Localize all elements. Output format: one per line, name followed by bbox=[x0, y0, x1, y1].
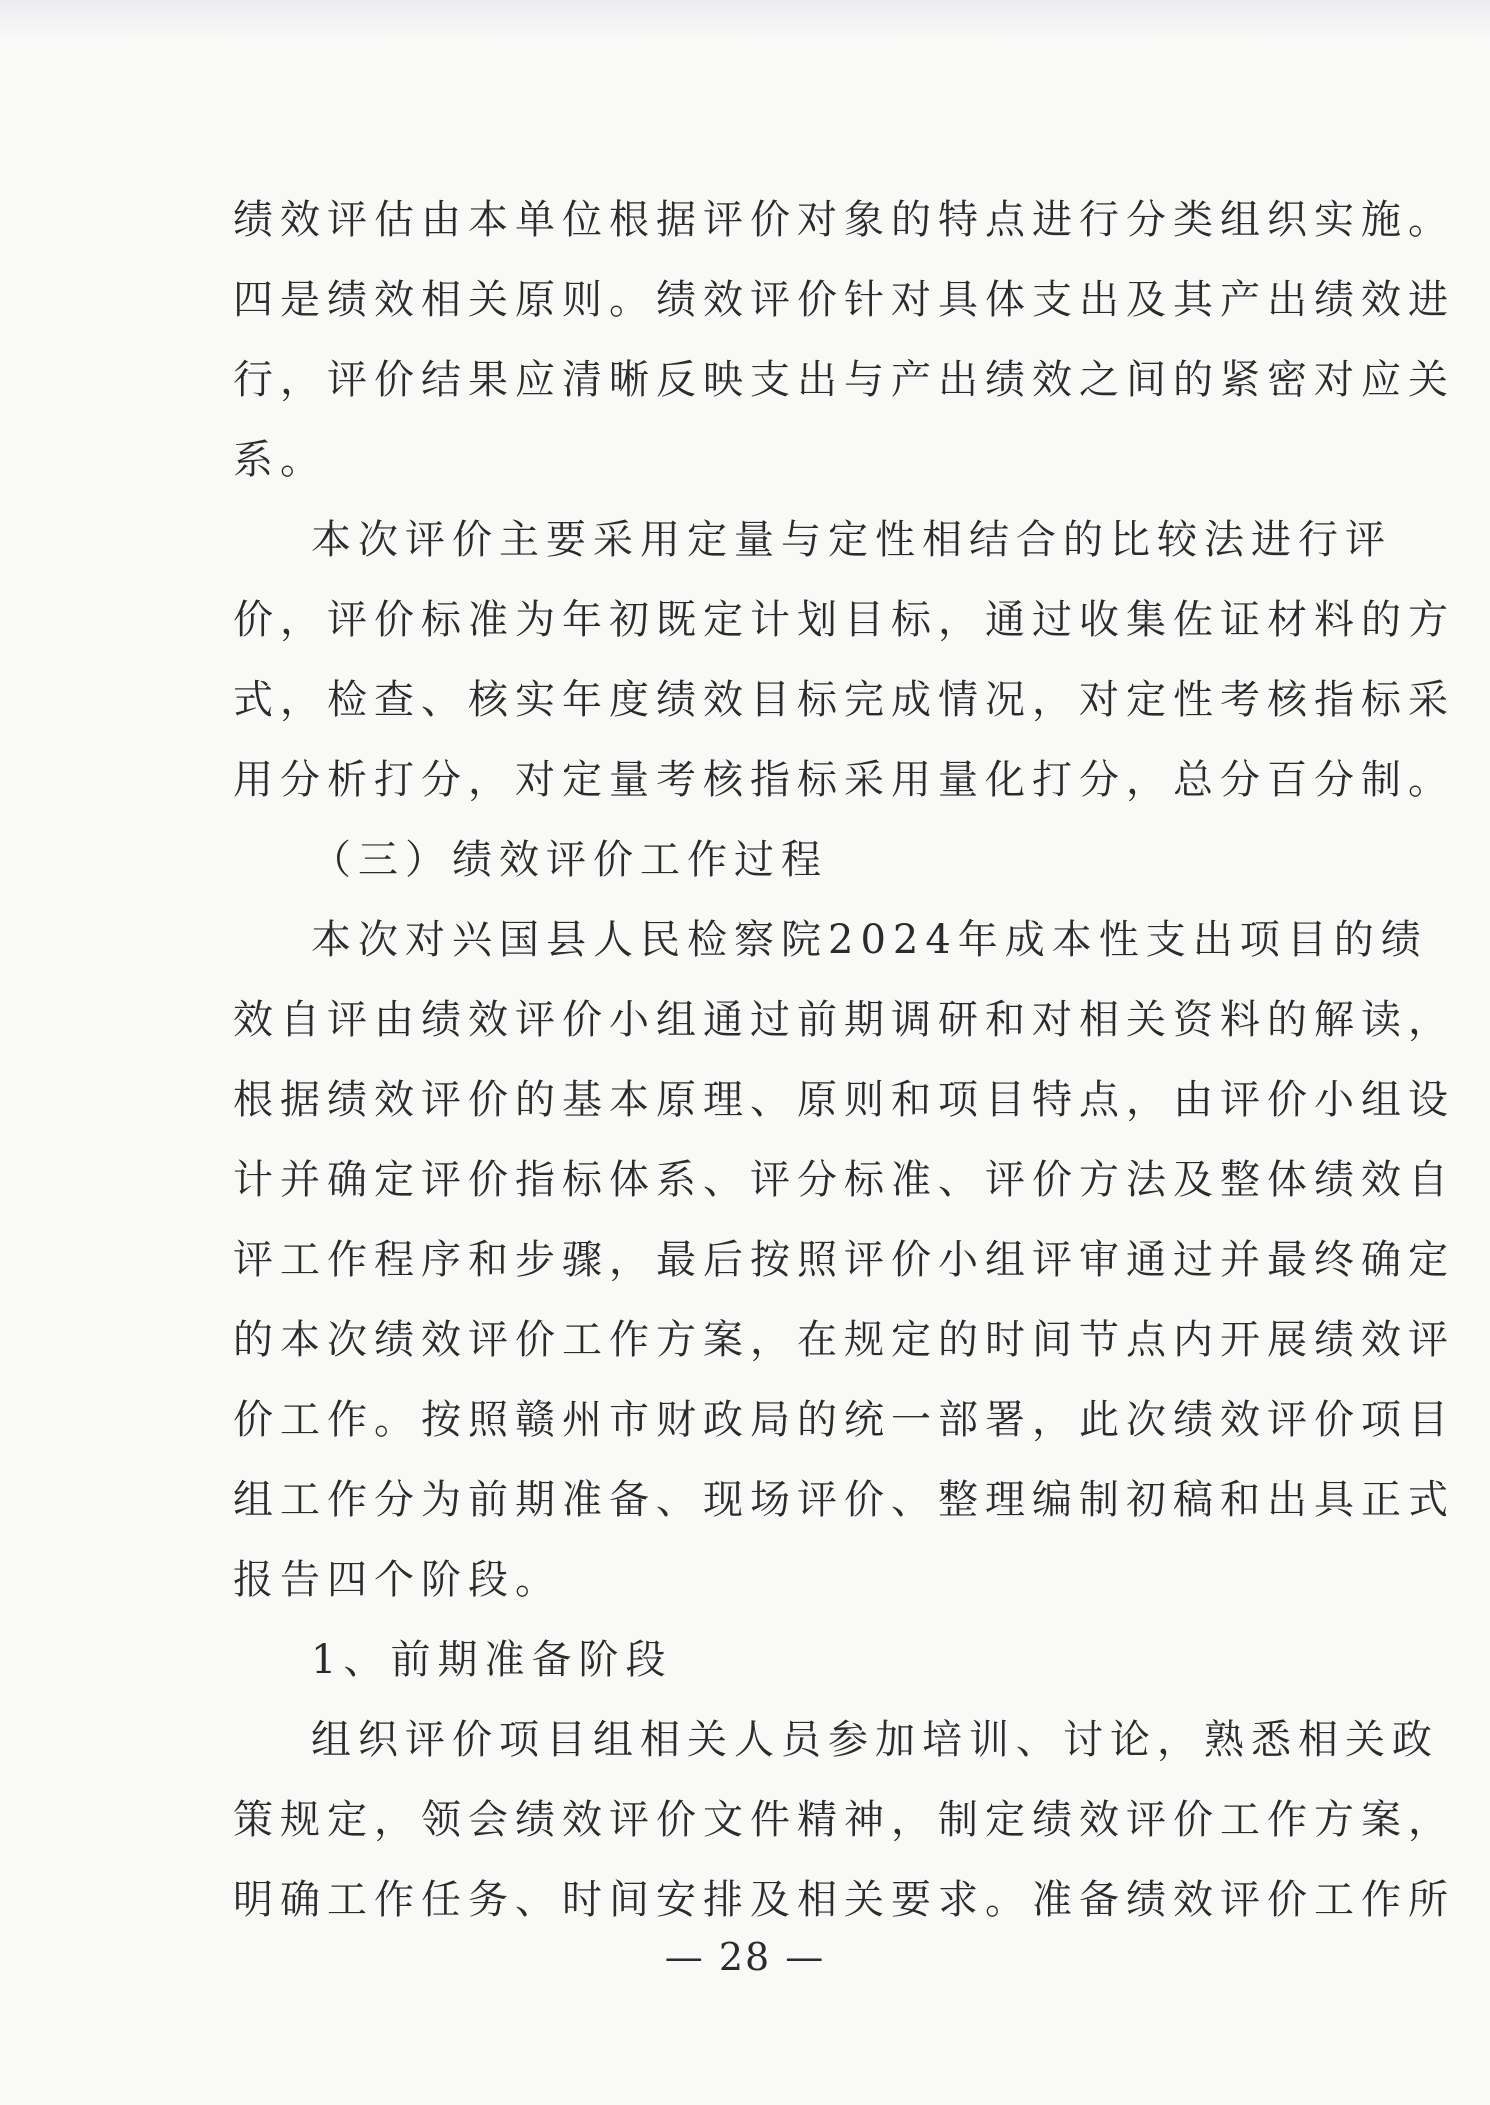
text-line: 明确工作任务、时间安排及相关要求。准备绩效评价工作所 bbox=[233, 1877, 1455, 1923]
text-line: 绩效评估由本单位根据评价对象的特点进行分类组织实施。 bbox=[233, 197, 1455, 243]
text-line: 本次对兴国县人民检察院2024年成本性支出项目的绩 bbox=[311, 917, 1428, 963]
text-line: 系。 bbox=[233, 437, 327, 483]
subsection-heading: 1、前期准备阶段 bbox=[311, 1637, 673, 1683]
text-line: 四是绩效相关原则。绩效评价针对具体支出及其产出绩效进 bbox=[233, 277, 1455, 323]
text-line: 组工作分为前期准备、现场评价、整理编制初稿和出具正式 bbox=[233, 1477, 1455, 1523]
text-line: 价，评价标准为年初既定计划目标，通过收集佐证材料的方 bbox=[233, 597, 1455, 643]
page-number: — 28 — bbox=[664, 1935, 826, 1979]
text-line: 式，检查、核实年度绩效目标完成情况，对定性考核指标采 bbox=[233, 677, 1455, 723]
text-line: 价工作。按照赣州市财政局的统一部署，此次绩效评价项目 bbox=[233, 1397, 1455, 1443]
body-text bbox=[233, 190, 1455, 1950]
section-heading: （三）绩效评价工作过程 bbox=[311, 837, 828, 883]
scan-edge-shadow bbox=[0, 0, 1490, 40]
text-line: 本次评价主要采用定量与定性相结合的比较法进行评 bbox=[311, 517, 1392, 563]
text-line: 根据绩效评价的基本原理、原则和项目特点，由评价小组设 bbox=[233, 1077, 1455, 1123]
text-line: 效自评由绩效评价小组通过前期调研和对相关资料的解读， bbox=[233, 997, 1455, 1043]
text-line: 策规定，领会绩效评价文件精神，制定绩效评价工作方案， bbox=[233, 1797, 1455, 1843]
text-line: 计并确定评价指标体系、评分标准、评价方法及整体绩效自 bbox=[233, 1157, 1455, 1203]
text-line: 组织评价项目组相关人员参加培训、讨论，熟悉相关政 bbox=[311, 1717, 1439, 1763]
text-line: 报告四个阶段。 bbox=[233, 1557, 562, 1603]
text-line: 用分析打分，对定量考核指标采用量化打分，总分百分制。 bbox=[233, 757, 1455, 803]
text-line: 的本次绩效评价工作方案，在规定的时间节点内开展绩效评 bbox=[233, 1317, 1455, 1363]
text-line: 评工作程序和步骤，最后按照评价小组评审通过并最终确定 bbox=[233, 1237, 1455, 1283]
text-line: 行，评价结果应清晰反映支出与产出绩效之间的紧密对应关 bbox=[233, 357, 1455, 403]
